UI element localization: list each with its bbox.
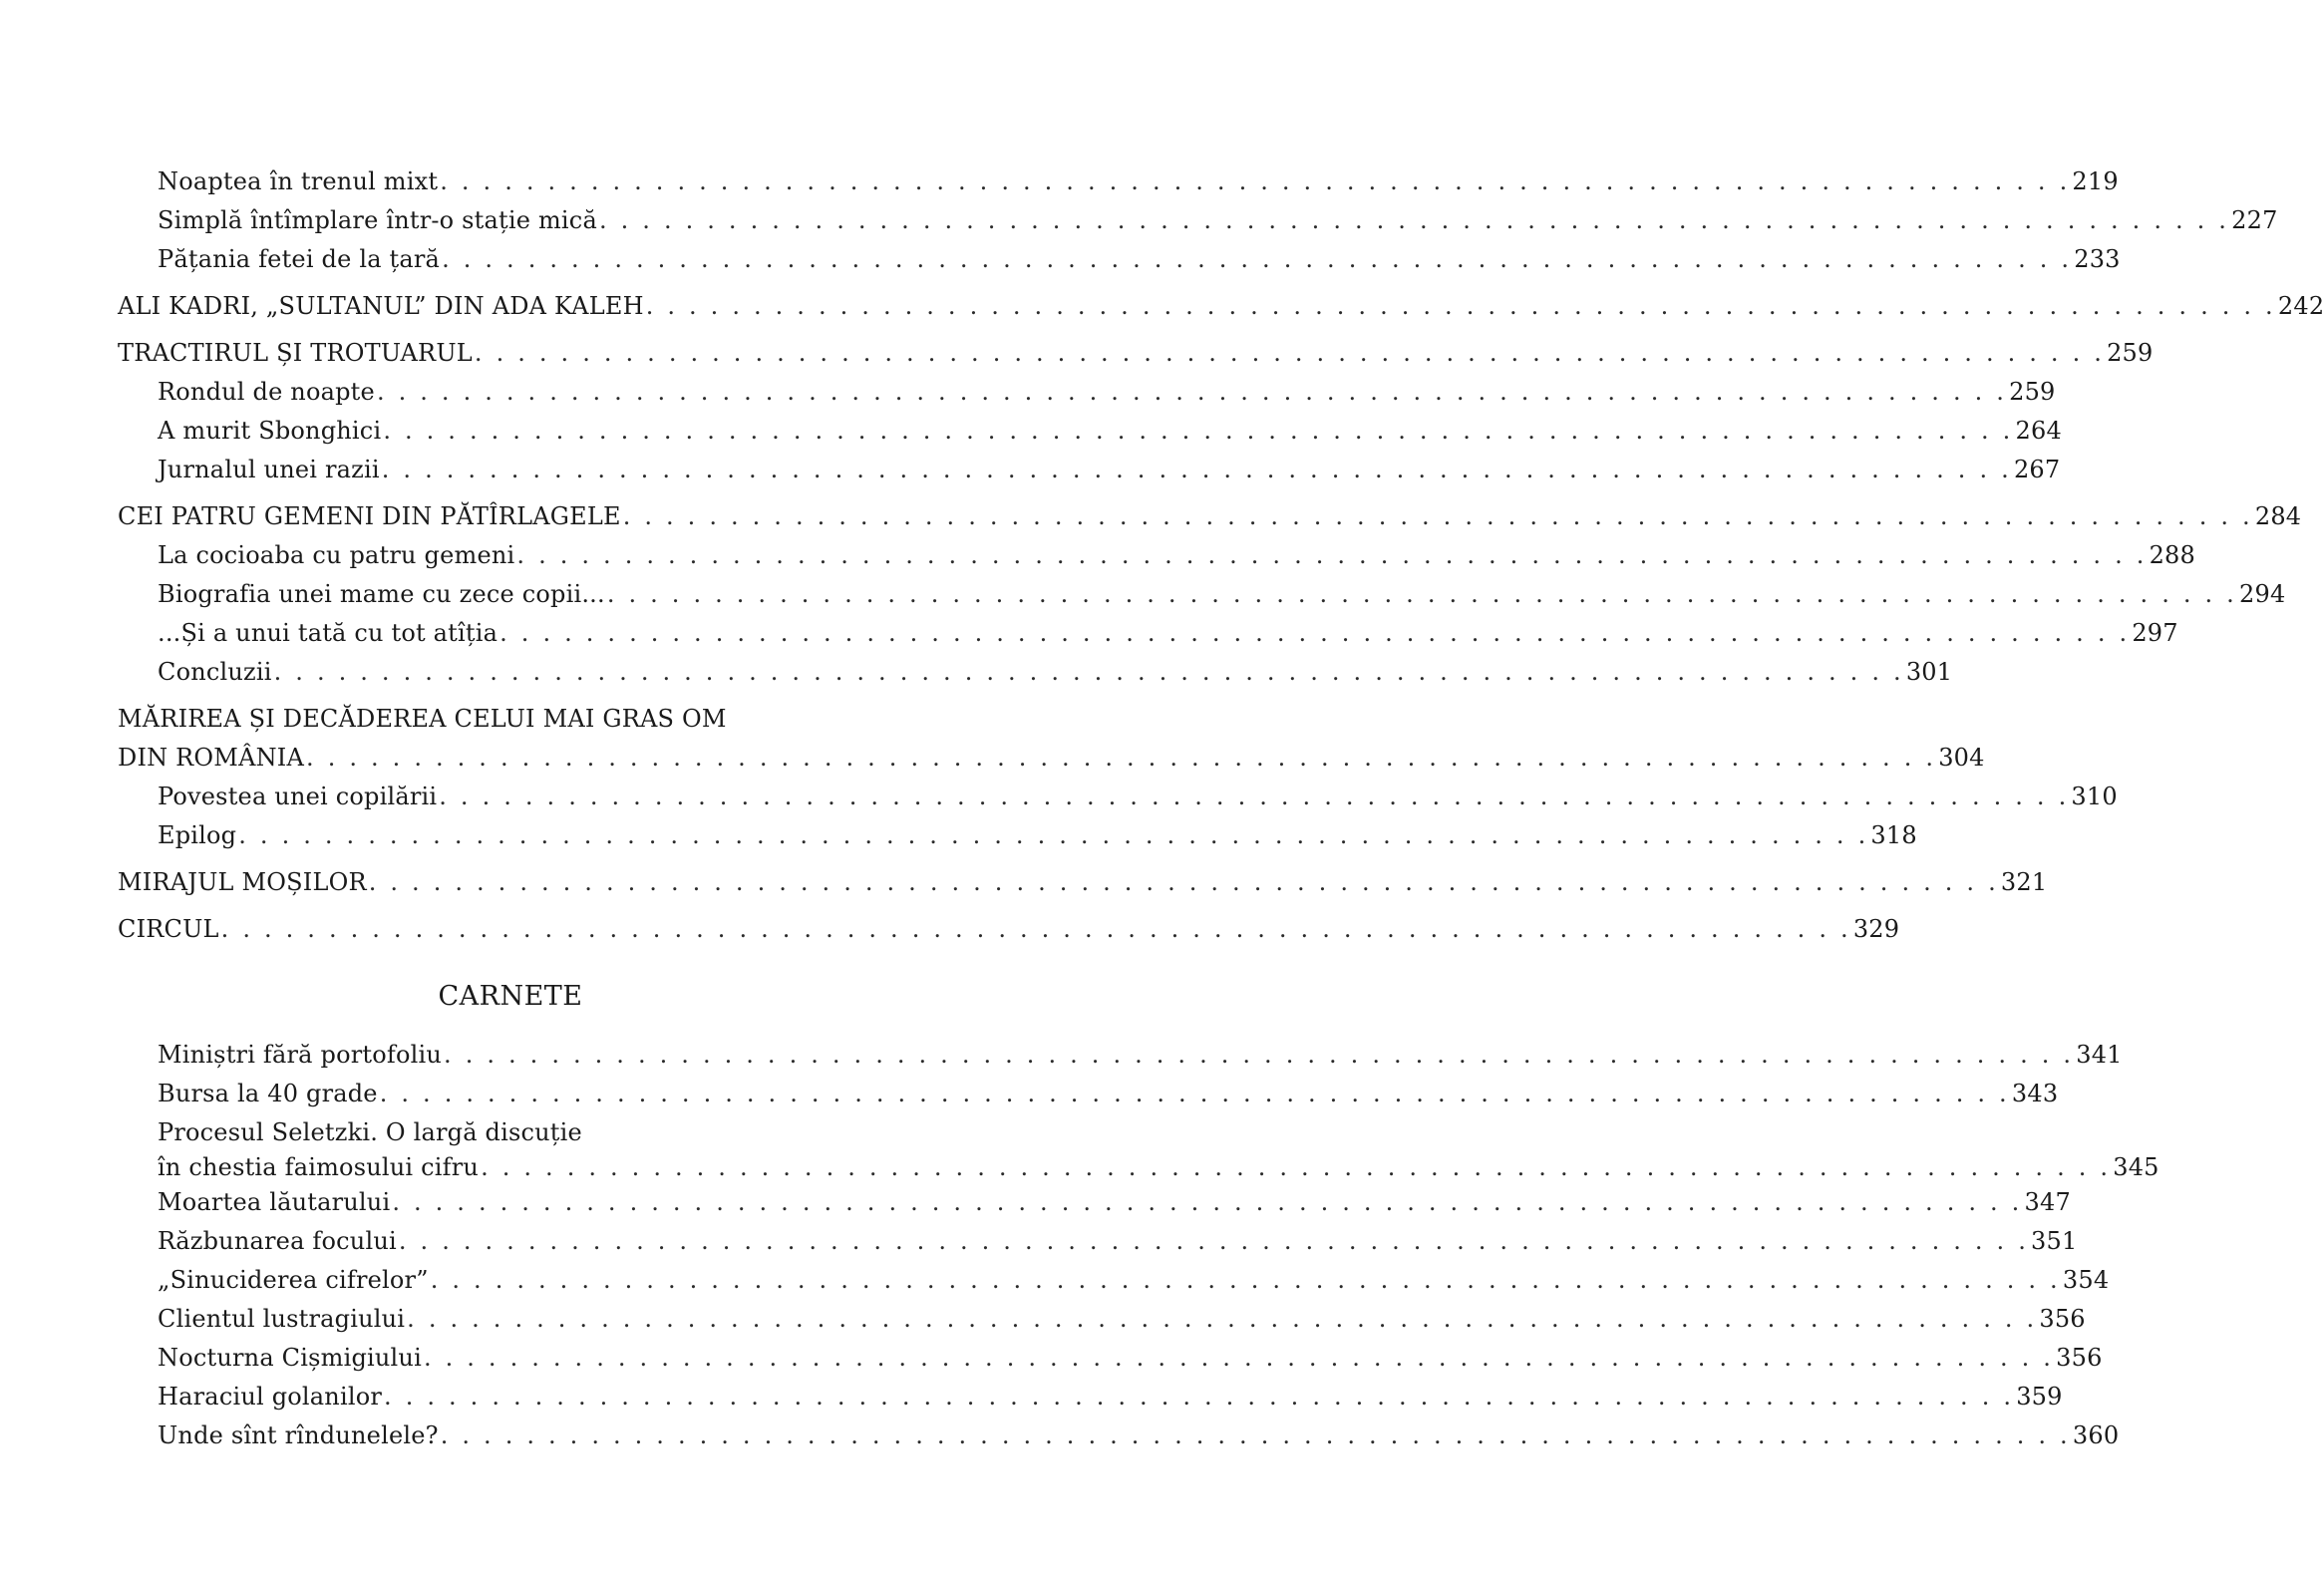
toc-entry-page: 354 xyxy=(2062,1266,2110,1294)
dot-leader: . . . . . . . . . . . . . . . . . . . . . . . . . . . . . . . . . . . . . . . . . . . . . . . . . . . . . . . . . . . . . . . . . . . . . . . . . . . . xyxy=(474,339,2106,367)
toc-entry-multiline xyxy=(118,1113,2159,1183)
toc-entry-page: 242 xyxy=(2277,292,2324,320)
dot-leader: . . . . . . . . . . . . . . . . . . . . . . . . . . . . . . . . . . . . . . . . . . . . . . . . . . . . . . . . . . . . . . . . . . . . . . . . . . . . xyxy=(481,1153,2112,1181)
section-heading: CARNETE xyxy=(438,981,583,1012)
toc-entry-page: 284 xyxy=(2254,502,2302,530)
toc-entry xyxy=(118,739,1985,778)
toc-entry-page: 356 xyxy=(2056,1344,2103,1372)
dot-leader: . . . . . . . . . . . . . . . . . . . . . . . . . . . . . . . . . . . . . . . . . . . . . . . . . . . . . . . . . . . . . . . . . . . . . . . . . . . . xyxy=(398,1227,2030,1255)
dot-leader: . . . . . . . . . . . . . . . . . . . . . . . . . . . . . . . . . . . . . . . . . . . . . . . . . . . . . . . . . . . . . . . . . . . . . . . . . . . . xyxy=(444,1041,2075,1069)
toc-entry-title-line1: Procesul Seletzki. O largă discuție xyxy=(158,1118,582,1146)
toc-entry xyxy=(118,412,2062,451)
toc-entry xyxy=(118,1152,2159,1183)
toc-entry-title: Haraciul golanilor xyxy=(158,1383,383,1411)
toc-entry-title: CIRCUL xyxy=(118,915,219,943)
toc-entry xyxy=(118,373,2056,412)
toc-entry-title: Noaptea în trenul mixt xyxy=(158,167,439,195)
toc-entry xyxy=(118,334,2154,373)
toc-entry-title: Bursa la 40 grade xyxy=(158,1080,378,1107)
toc-entry-title: în chestia faimosului cifru xyxy=(158,1153,480,1181)
toc-entry-title: TRACTIRUL ȘI TROTUARUL xyxy=(118,339,473,367)
toc-entry-title: DIN ROMÂNIA xyxy=(118,744,305,772)
toc-entry-page: 219 xyxy=(2072,167,2119,195)
toc-entry-title: Concluzii xyxy=(158,658,272,686)
dot-leader: . . . . . . . . . . . . . . . . . . . . . . . . . . . . . . . . . . . . . . . . . . . . . . . . . . . . . . . . . . . . . . . . . . . . . . . . . . . . xyxy=(381,456,2012,483)
dot-leader: . . . . . . . . . . . . . . . . . . . . . . . . . . . . . . . . . . . . . . . . . . . . . . . . . . . . . . . . . . . . . . . . . . . . . . . . . . . . xyxy=(273,658,1904,686)
toc-entry-page: 259 xyxy=(2107,339,2154,367)
toc-entry-page: 233 xyxy=(2074,245,2121,273)
toc-entry-title: Miniștri fără portofoliu xyxy=(158,1041,443,1069)
dot-leader: . . . . . . . . . . . . . . . . . . . . . . . . . . . . . . . . . . . . . . . . . . . . . . . . . . . . . . . . . . . . . . . . . . . . . . . . . . . . xyxy=(368,868,1999,896)
dot-leader: . . . . . . . . . . . . . . . . . . . . . . . . . . . . . . . . . . . . . . . . . . . . . . . . . . . . . . . . . . . . . . . . . . . . . . . . . . . . xyxy=(442,245,2073,273)
dot-leader: . . . . . . . . . . . . . . . . . . . . . . . . . . . . . . . . . . . . . . . . . . . . . . . . . . . . . . . . . . . . . . . . . . . . . . . . . . . . xyxy=(499,619,2131,647)
toc-entry xyxy=(118,1339,2103,1378)
toc-entry xyxy=(118,1378,2063,1416)
toc-entry-page: 321 xyxy=(2000,868,2048,896)
toc-entry xyxy=(118,287,2324,326)
dot-leader: . . . . . . . . . . . . . . . . . . . . . . . . . . . . . . . . . . . . . . . . . . . . . . . . . . . . . . . . . . . . . . . . . . . . . . . . . . . . xyxy=(440,1421,2071,1449)
toc-entry-title: Simplă întîmplare într-o stație mică xyxy=(158,206,597,234)
dot-leader: . . . . . . . . . . . . . . . . . . . . . . . . . . . . . . . . . . . . . . . . . . . . . . . . . . . . . . . . . . . . . . . . . . . . . . . . . . . . xyxy=(383,417,2014,445)
toc-entry-title: La cocioaba cu patru gemeni xyxy=(158,541,515,569)
dot-leader: . . . . . . . . . . . . . . . . . . . . . . . . . . . . . . . . . . . . . . . . . . . . . . . . . . . . . . . . . . . . . . . . . . . . . . . . . . . . xyxy=(622,502,2253,530)
dot-leader: . . . . . . . . . . . . . . . . . . . . . . . . . . . . . . . . . . . . . . . . . . . . . . . . . . . . . . . . . . . . . . . . . . . . . . . . . . . . xyxy=(384,1383,2015,1411)
toc-entry-title: Povestea unei copilării xyxy=(158,783,438,810)
toc-entry xyxy=(118,778,2118,816)
toc-entry-title: Pățania fetei de la țară xyxy=(158,245,441,273)
toc-entry-page: 318 xyxy=(1870,821,1917,849)
toc-entry xyxy=(118,451,2061,489)
toc-entry xyxy=(118,1261,2110,1300)
dot-leader: . . . . . . . . . . . . . . . . . . . . . . . . . . . . . . . . . . . . . . . . . . . . . . . . . . . . . . . . . . . . . . . . . . . . . . . . . . . . xyxy=(598,206,2230,234)
toc-entry xyxy=(118,240,2121,279)
toc-entry-page: 259 xyxy=(2009,378,2056,406)
toc-entry xyxy=(118,201,2278,240)
toc-entry-title-line1: MĂRIREA ȘI DECĂDEREA CELUI MAI GRAS OM xyxy=(118,705,727,733)
toc-entry xyxy=(118,575,2286,614)
toc-entry xyxy=(118,162,2119,201)
toc-entry-title: A murit Sbonghici xyxy=(158,417,382,445)
dot-leader: . . . . . . . . . . . . . . . . . . . . . . . . . . . . . . . . . . . . . . . . . . . . . . . . . . . . . . . . . . . . . . . . . . . . . . . . . . . . xyxy=(440,167,2071,195)
toc-entry-title: CEI PATRU GEMENI DIN PĂTÎRLAGELE xyxy=(118,502,621,530)
toc-entry-title: MIRAJUL MOȘILOR xyxy=(118,868,367,896)
toc-part-1 xyxy=(118,162,2324,949)
toc-entry-page: 227 xyxy=(2231,206,2278,234)
toc-entry xyxy=(118,910,1900,949)
toc-entry xyxy=(118,863,2048,902)
toc-entry-title: ...Și a unui tată cu tot atîția xyxy=(158,619,498,647)
toc-entry-page: 356 xyxy=(2039,1305,2086,1333)
toc-entry-title: Moartea lăutarului xyxy=(158,1188,391,1216)
toc-entry xyxy=(118,653,1953,692)
toc-entry-page: 297 xyxy=(2132,619,2178,647)
toc-entry-title: Jurnalul unei razii xyxy=(158,456,380,483)
toc-entry xyxy=(118,1300,2086,1339)
toc-entry xyxy=(118,816,1917,855)
toc-entry-page: 329 xyxy=(1852,915,1900,943)
toc-entry xyxy=(118,1075,2059,1113)
toc-entry-page: 267 xyxy=(2013,456,2061,483)
toc-entry xyxy=(118,497,2302,536)
toc-entry-title: Rondul de noapte xyxy=(158,378,375,406)
toc-entry-page: 351 xyxy=(2031,1227,2078,1255)
dot-leader: . . . . . . . . . . . . . . . . . . . . . . . . . . . . . . . . . . . . . . . . . . . . . . . . . . . . . . . . . . . . . . . . . . . . . . . . . . . . xyxy=(220,915,1851,943)
toc-entry-title: Epilog xyxy=(158,821,237,849)
dot-leader: . . . . . . . . . . . . . . . . . . . . . . . . . . . . . . . . . . . . . . . . . . . . . . . . . . . . . . . . . . . . . . . . . . . . . . . . . . . . xyxy=(407,1305,2038,1333)
toc-entry-page: 264 xyxy=(2015,417,2062,445)
dot-leader: . . . . . . . . . . . . . . . . . . . . . . . . . . . . . . . . . . . . . . . . . . . . . . . . . . . . . . . . . . . . . . . . . . . . . . . . . . . . xyxy=(376,378,2008,406)
dot-leader: . . . . . . . . . . . . . . . . . . . . . . . . . . . . . . . . . . . . . . . . . . . . . . . . . . . . . . . . . . . . . . . . . . . . . . . . . . . . xyxy=(306,744,1937,772)
toc-entry xyxy=(118,536,2195,575)
toc-entry-title: Clientul lustragiului xyxy=(158,1305,406,1333)
dot-leader: . . . . . . . . . . . . . . . . . . . . . . . . . . . . . . . . . . . . . . . . . . . . . . . . . . . . . . . . . . . . . . . . . . . . . . . . . . . . xyxy=(379,1080,2010,1107)
dot-leader: . . . . . . . . . . . . . . . . . . . . . . . . . . . . . . . . . . . . . . . . . . . . . . . . . . . . . . . . . . . . . . . . . . . . . . . . . . . . xyxy=(645,292,2276,320)
dot-leader: . . . . . . . . . . . . . . . . . . . . . . . . . . . . . . . . . . . . . . . . . . . . . . . . . . . . . . . . . . . . . . . . . . . . . . . . . . . . xyxy=(439,783,2070,810)
toc-entry xyxy=(118,614,2178,653)
toc-entry-title: Răzbunarea focului xyxy=(158,1227,397,1255)
toc-entry xyxy=(118,1183,2071,1222)
toc-entry-page: 343 xyxy=(2011,1080,2059,1107)
toc-entry-page: 341 xyxy=(2076,1041,2123,1069)
toc-entry-page: 288 xyxy=(2149,541,2195,569)
toc-entry-page: 304 xyxy=(1938,744,1985,772)
dot-leader: . . . . . . . . . . . . . . . . . . . . . . . . . . . . . . . . . . . . . . . . . . . . . . . . . . . . . . . . . . . . . . . . . . . . . . . . . . . . xyxy=(392,1188,2023,1216)
toc-entry xyxy=(118,1036,2123,1075)
dot-leader: . . . . . . . . . . . . . . . . . . . . . . . . . . . . . . . . . . . . . . . . . . . . . . . . . . . . . . . . . . . . . . . . . . . . . . . . . . . . xyxy=(516,541,2148,569)
toc-part-2 xyxy=(118,1036,2159,1455)
toc-entry-page: 301 xyxy=(1905,658,1953,686)
toc-entry-page: 359 xyxy=(2016,1383,2063,1411)
toc-entry-page: 310 xyxy=(2071,783,2118,810)
toc-entry-title: Biografia unei mame cu zece copii... xyxy=(158,580,605,608)
dot-leader: . . . . . . . . . . . . . . . . . . . . . . . . . . . . . . . . . . . . . . . . . . . . . . . . . . . . . . . . . . . . . . . . . . . . . . . . . . . . xyxy=(423,1344,2055,1372)
dot-leader: . . . . . . . . . . . . . . . . . . . . . . . . . . . . . . . . . . . . . . . . . . . . . . . . . . . . . . . . . . . . . . . . . . . . . . . . . . . . xyxy=(606,580,2237,608)
dot-leader: . . . . . . . . . . . . . . . . . . . . . . . . . . . . . . . . . . . . . . . . . . . . . . . . . . . . . . . . . . . . . . . . . . . . . . . . . . . . xyxy=(238,821,1869,849)
toc-entry-title: Unde sînt rîndunelele? xyxy=(158,1421,439,1449)
toc-entry xyxy=(118,1222,2078,1261)
toc-entry-multiline xyxy=(118,700,1985,778)
dot-leader: . . . . . . . . . . . . . . . . . . . . . . . . . . . . . . . . . . . . . . . . . . . . . . . . . . . . . . . . . . . . . . . . . . . . . . . . . . . . xyxy=(430,1266,2061,1294)
toc-entry-page: 345 xyxy=(2113,1153,2159,1181)
toc-entry-page: 347 xyxy=(2024,1188,2071,1216)
toc-entry-title: ALI KADRI, „SULTANUL” DIN ADA KALEH xyxy=(118,292,644,320)
toc-entry-title: Nocturna Cișmigiului xyxy=(158,1344,422,1372)
toc-entry-page: 294 xyxy=(2239,580,2286,608)
toc-entry-title: „Sinuciderea cifrelor” xyxy=(158,1266,429,1294)
toc-entry xyxy=(118,1416,2120,1455)
toc-entry-page: 360 xyxy=(2072,1421,2120,1449)
